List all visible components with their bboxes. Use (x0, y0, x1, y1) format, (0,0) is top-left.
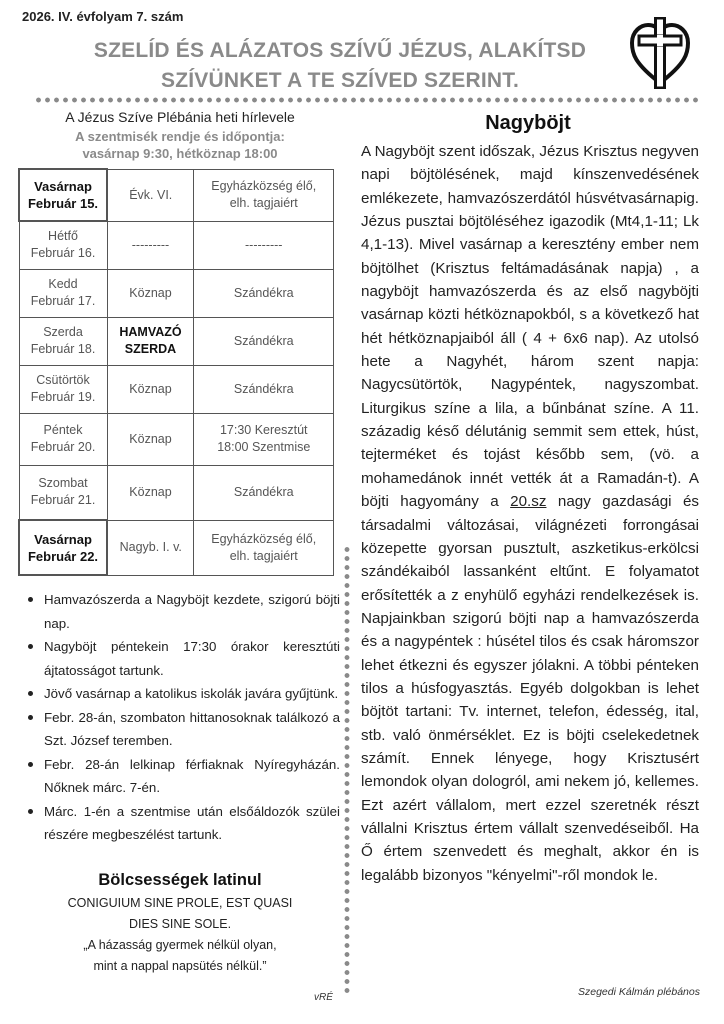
intention-cell: --------- (194, 221, 334, 269)
liturgy-cell: --------- (107, 221, 194, 269)
list-item: Nagyböjt péntekein 17:30 órakor keresztúti ájtatosságot tartunk. (22, 635, 340, 682)
day-cell: Csütörtök Február 19. (19, 365, 107, 413)
article-text: nagy gazdasági és társadalmi változásai, világnézeti forrongásai közepette gyorsan pusztult, aszketikus-erkölcsi szándékaiból lassanként eltűnt. E folyamatot erősítették a z enyhülő egyházi rendelkezések is. Napjainkban szigorú böjti nap a hamvazószerda és a nagypéntek : húsétel tilos és csak háromszor lehet étkezni és egyszer jólakni. A többi pénteken tilos a húsfogyasztás. Egyéb dolgokban is lehet böjtöt tartani: Tv. internet, telefon, édesség, ital, stb. való önmérséklet. Ez is böjti cselekedetnek számít. Ennek lényege, hogy Krisztusért lemondok olyan dologról, ami nekem jó, kellemes. Ezt azért vállalom, mert ezzel szeretnék részt vállalni Krisztus értem vállalt szenvedéseiből. Ha Ő értem szenvedett és meghalt, akkor én is legalább bizonyos "kényelmi"-ről mondok le. (361, 493, 699, 884)
liturgy-cell: Nagyb. I. v. (107, 520, 194, 575)
author-initials: vRÉ (314, 992, 333, 1003)
announcements-list (22, 588, 340, 847)
page-headline (60, 36, 620, 96)
day-cell: Péntek Február 20. (19, 413, 107, 465)
mass-schedule-heading (20, 128, 340, 162)
wisdom-latin-line: DIES SINE SOLE. (128, 917, 232, 931)
headline-line-1: SZELÍD ÉS ALÁZATOS SZÍVŰ JÉZUS, ALAKÍTSD (93, 39, 587, 62)
intention-cell: Szándékra (194, 465, 334, 520)
list-item: Hamvazószerda a Nagyböjt kezdete, szigorú böjti nap. (22, 588, 340, 635)
headline-line-2: SZÍVÜNKET A TE SZÍVED SZERINT. (161, 69, 519, 92)
table-row (19, 317, 334, 365)
table-row (19, 465, 334, 520)
mass-schedule-table (18, 168, 334, 576)
list-item: Febr. 28-án, szombaton hittanosoknak találkozó a Szt. József teremben. (22, 706, 340, 753)
wisdom-translation-line: mint a nappal napsütés nélkül.” (93, 959, 267, 973)
table-row (19, 269, 334, 317)
intention-cell: Szándékra (194, 365, 334, 413)
intention-cell: Szándékra (194, 317, 334, 365)
article-body (361, 140, 699, 887)
header-divider (34, 97, 698, 103)
intention-cell: 17:30 Keresztút 18:00 Szentmise (194, 413, 334, 465)
table-row (19, 365, 334, 413)
mass-order-line-2: vasárnap 9:30, hétköznap 18:00 (82, 146, 278, 161)
day-cell: Hétfő Február 16. (19, 221, 107, 269)
table-row (19, 221, 334, 269)
article-text: A Nagyböjt szent időszak, Jézus Krisztus negyven napi böjtölésének, majd kínszenvedésének emlékezete, hamvazószerdától húsvétvasárnapig. Jézus pusztai böjtöléséhez igazodik (Mt4,1-11; Lk 4,1-13). Mivel vasárnap a keresztény ember nem böjtölhet (Krisztus feltámadásának napja) , a nagyböjt hamvazószerda és az első nagyböjti vasárnap közti hétköznapokból, s a következő hat hét hétköznapjaiból áll ( 4 + 6x6 nap). Az utolsó hete a Nagyhét, három szent napja: Nagycsütörtök, Nagypéntek, nagyszombat. Liturgikus színe a lila, a bűnbánat színe. A 11. századig késő délutánig semmit sem ettek, húst, tejterméket és tojást később sem, (vö. a mohamedánok innét vették át a Ramadán-t). A böjti hagyomány a (361, 143, 699, 511)
table-row (19, 413, 334, 465)
liturgy-cell: Köznap (107, 413, 194, 465)
column-divider (344, 545, 350, 995)
intention-cell: Egyházközség élő, elh. tagjaiért (194, 520, 334, 575)
day-cell: Vasárnap Február 15. (19, 169, 107, 221)
mass-order-line-1: A szentmisék rendje és időpontja: (75, 129, 285, 144)
wisdom-latin-line: CONIGUIUM SINE PROLE, EST QUASI (67, 896, 293, 910)
table-row (19, 169, 334, 221)
day-cell: Vasárnap Február 22. (19, 520, 107, 575)
wisdom-title: Bölcsességek latinul (98, 871, 262, 889)
day-cell: Kedd Február 17. (19, 269, 107, 317)
list-item: Jövő vasárnap a katolikus iskolák javára gyűjtünk. (22, 682, 340, 706)
intention-cell: Egyházközség élő, elh. tagjaiért (194, 169, 334, 221)
newsletter-title: A Jézus Szíve Plébánia heti hírlevele (65, 109, 295, 125)
intention-cell: Szándékra (194, 269, 334, 317)
list-item: Márc. 1-én a szentmise után elsőáldozók szülei részére megbeszélést tartunk. (22, 800, 340, 847)
article-title: Nagyböjt (485, 112, 571, 134)
list-item: Febr. 28-án lelkinap férfiaknak Nyíregyházán. Nőknek márc. 7-én. (22, 753, 340, 800)
article-link[interactable]: 20.sz (510, 493, 547, 511)
day-cell: Szerda Február 18. (19, 317, 107, 365)
liturgy-cell: HAMVAZÓ SZERDA (107, 317, 194, 365)
liturgy-cell: Köznap (107, 465, 194, 520)
issue-info: 2026. IV. évfolyam 7. szám (22, 9, 184, 24)
liturgy-cell: Köznap (107, 365, 194, 413)
table-row (19, 520, 334, 575)
article-signature: Szegedi Kálmán plébános (577, 986, 700, 998)
wisdom-translation-line: „A házasság gyermek nélkül olyan, (83, 938, 277, 952)
liturgy-cell: Évk. VI. (107, 169, 194, 221)
liturgy-cell: Köznap (107, 269, 194, 317)
day-cell: Szombat Február 21. (19, 465, 107, 520)
cross-heart-icon (628, 17, 692, 89)
